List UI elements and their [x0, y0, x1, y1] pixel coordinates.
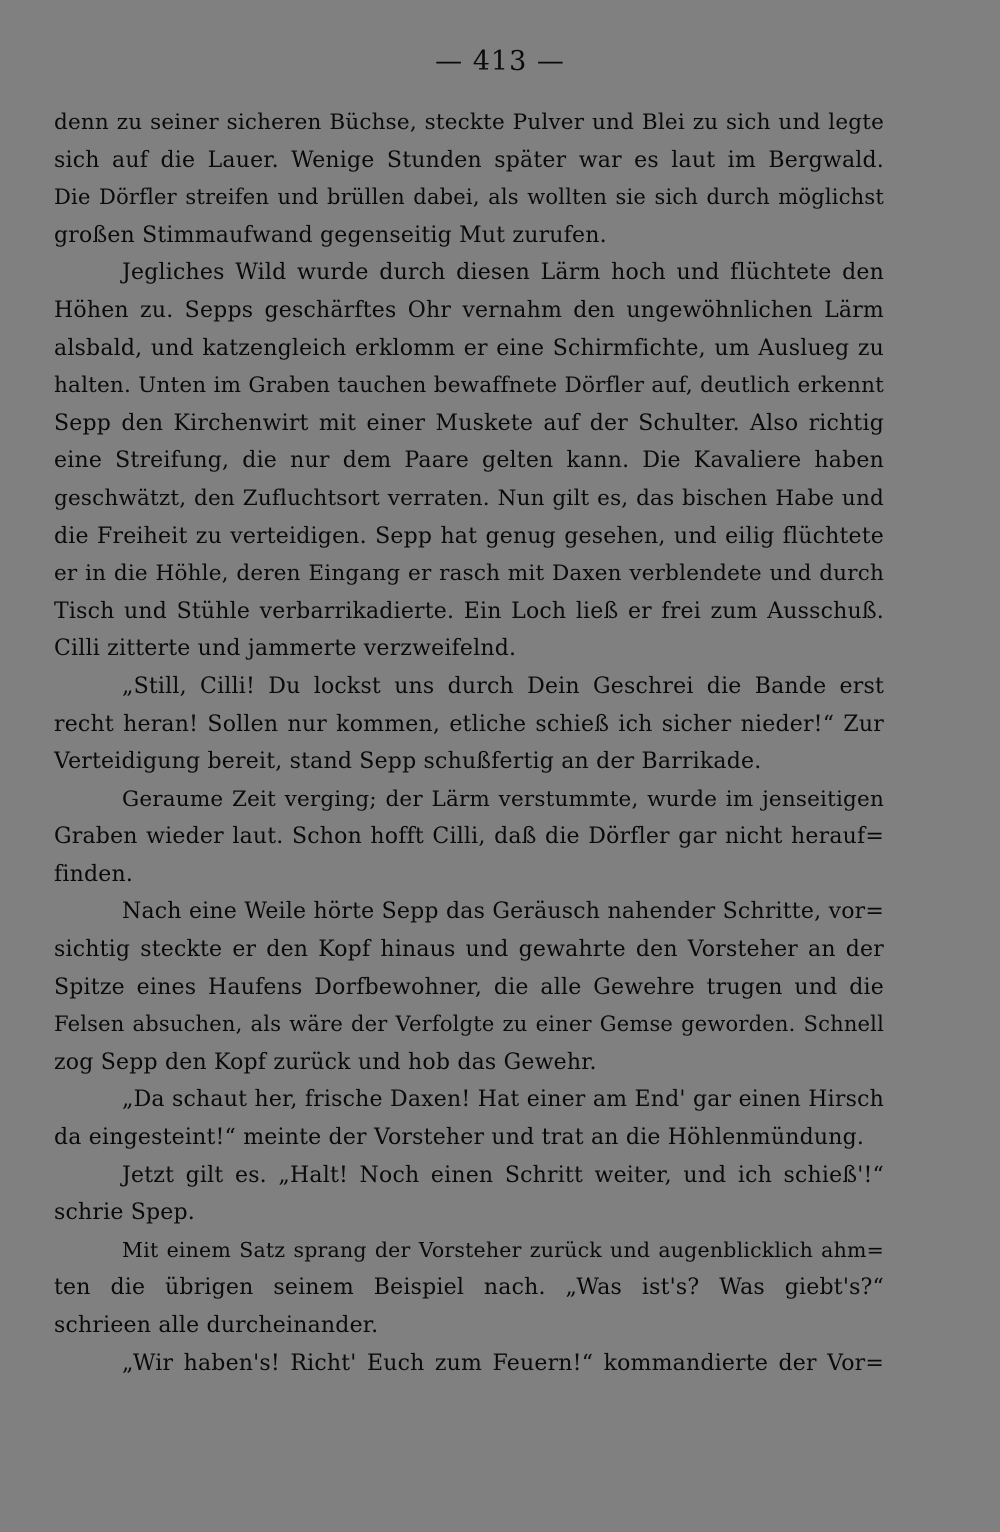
- text-line: „Wir haben's! Richt' Euch zum Feuern!“ kommandierte der Vor=: [122, 1350, 884, 1376]
- text-line: finden.: [54, 861, 134, 887]
- text-line: Graben wieder laut. Schon hofft Cilli, daß die Dörfler gar nicht herauf=: [54, 824, 884, 850]
- text-line: schrie Spep.: [54, 1200, 195, 1226]
- text-line: Nach eine Weile hörte Sepp das Geräusch nahender Schritte, vor=: [122, 899, 884, 925]
- text-line: schrieen alle durcheinander.: [54, 1313, 379, 1338]
- text-line: er in die Höhle, deren Eingang er rasch mit Daxen verblendete und durch: [54, 561, 884, 587]
- text-line: Mit einem Satz sprang der Vorsteher zurück und augenblicklich ahm=: [122, 1237, 884, 1262]
- text-line: denn zu seiner sicheren Büchse, steckte Pulver und Blei zu sich und legte: [54, 110, 884, 135]
- text-line: halten. Unten im Graben tauchen bewaffnete Dörfler auf, deutlich erkennt: [54, 373, 884, 399]
- text-line: Geraume Zeit verging; der Lärm verstummte, wurde im jenseitigen: [122, 786, 884, 812]
- text-line: Jegliches Wild wurde durch diesen Lärm hoch und flüchtete den: [122, 260, 884, 286]
- text-line: sichtig steckte er den Kopf hinaus und gewahrte den Vorsteher an der: [54, 937, 884, 963]
- text-line: Sepp den Kirchenwirt mit einer Muskete auf der Schulter. Also richtig: [54, 410, 884, 436]
- text-line: Verteidigung bereit, stand Sepp schußfertig an der Barrikade.: [54, 749, 762, 775]
- text-line: großen Stimmaufwand gegenseitig Mut zurufen.: [54, 222, 607, 248]
- text-line: Felsen absuchen, als wäre der Verfolgte zu einer Gemse geworden. Schnell: [54, 1012, 884, 1037]
- text-line: ten die übrigen seinem Beispiel nach. „Was ist's? Was giebt's?“: [54, 1275, 884, 1301]
- text-line: Spitze eines Haufens Dorfbewohner, die alle Gewehre trugen und die: [54, 974, 884, 1000]
- text-line: Jetzt gilt es. „Halt! Noch einen Schritt weiter, und ich schieß'!“: [122, 1162, 884, 1188]
- text-line: Höhen zu. Sepps geschärftes Ohr vernahm den ungewöhnlichen Lärm: [54, 297, 884, 323]
- text-line: Die Dörfler streifen und brüllen dabei, als wollten sie sich durch möglichst: [54, 185, 884, 210]
- text-line: geschwätzt, den Zufluchtsort verraten. Nun gilt es, das bischen Habe und: [54, 485, 884, 511]
- text-line: zog Sepp den Kopf zurück und hob das Gewehr.: [54, 1049, 597, 1075]
- text-line: Tisch und Stühle verbarrikadierte. Ein Loch ließ er frei zum Ausschuß.: [54, 598, 884, 624]
- page-number: — 413 —: [435, 46, 565, 77]
- text-line: „Da schaut her, frische Daxen! Hat einer am End' gar einen Hirsch: [122, 1087, 884, 1113]
- text-line: „Still, Cilli! Du lockst uns durch Dein Geschrei die Bande erst: [122, 673, 884, 699]
- text-line: die Freiheit zu verteidigen. Sepp hat genug gesehen, und eilig flüchtete: [54, 523, 884, 549]
- text-line: sich auf die Lauer. Wenige Stunden später war es laut im Bergwald.: [54, 147, 884, 173]
- text-line: da eingesteint!“ meinte der Vorsteher und trat an die Höhlenmündung.: [54, 1125, 865, 1151]
- text-line: recht heran! Sollen nur kommen, etliche schieß ich sicher nieder!“ Zur: [54, 711, 884, 737]
- body-text: [54, 104, 884, 1382]
- text-line: alsbald, und katzengleich erklomm er eine Schirmfichte, um Auslueg zu: [54, 335, 884, 361]
- text-line: eine Streifung, die nur dem Paare gelten kann. Die Kavaliere haben: [54, 448, 884, 474]
- text-line: Cilli zitterte und jammerte verzweifelnd.: [54, 636, 517, 662]
